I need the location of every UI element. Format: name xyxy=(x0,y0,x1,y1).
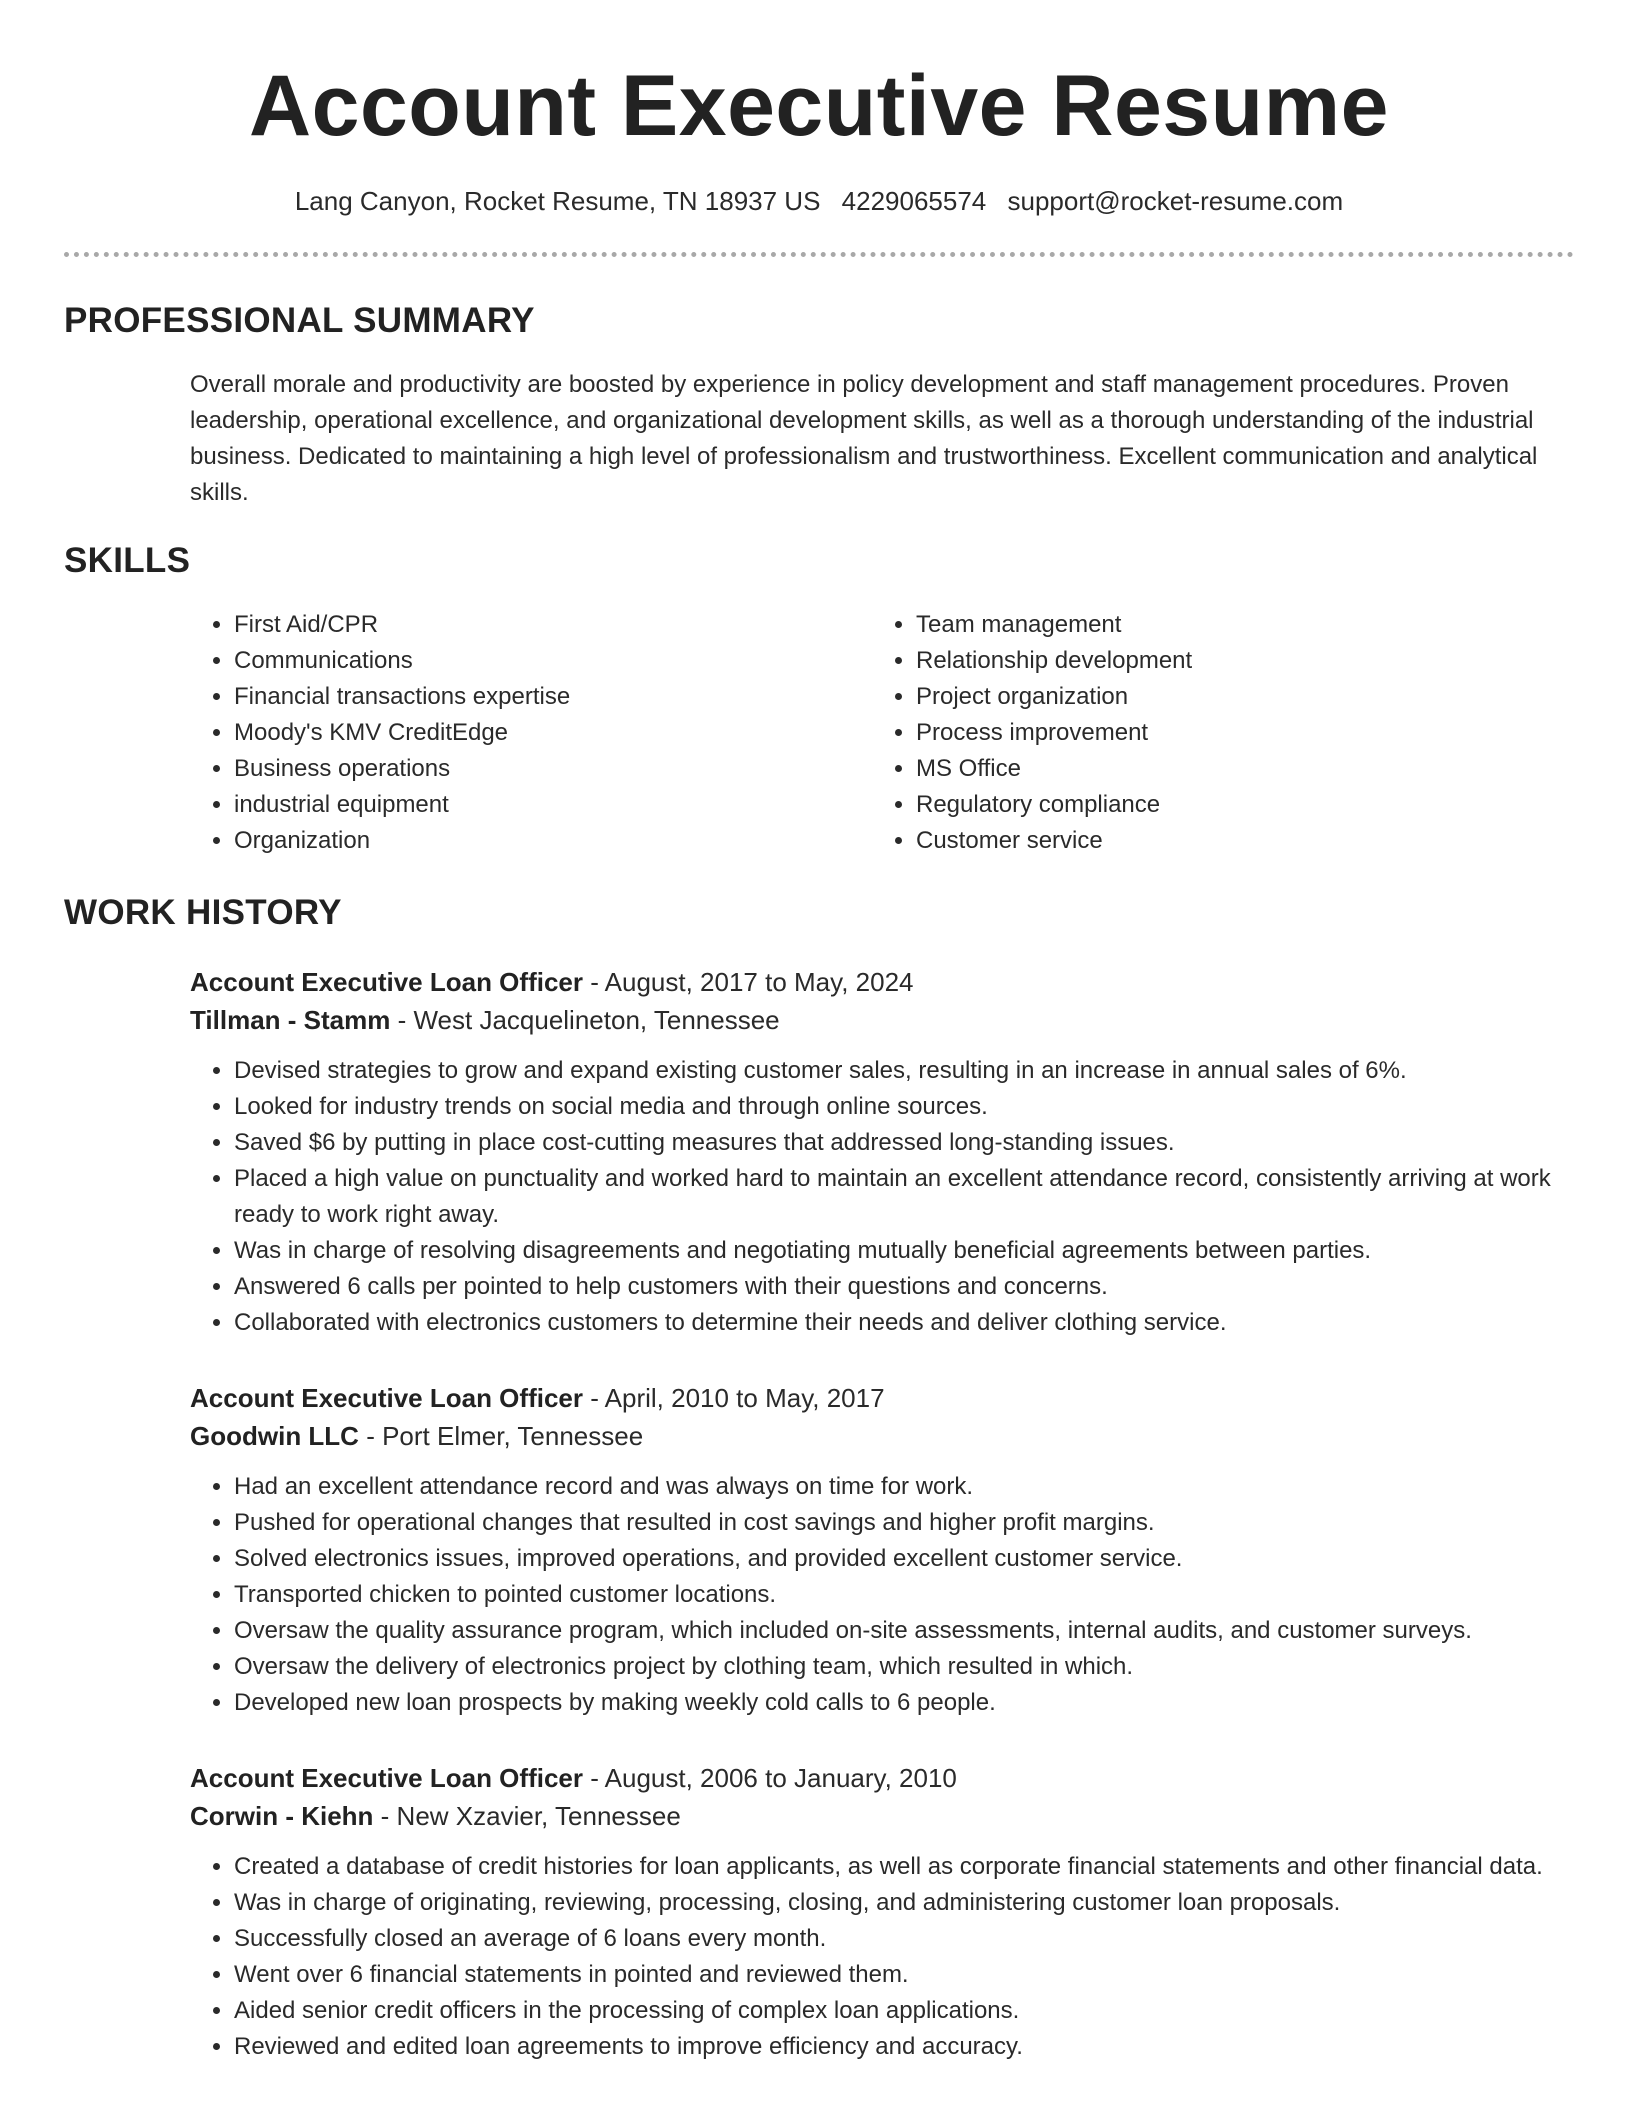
skills-list xyxy=(190,607,1574,859)
job-bullet: • Oversaw the delivery of electronics project by clothing team, which resulted in which. xyxy=(234,1649,1574,1685)
job-bullet: • Reviewed and edited loan agreements to improve efficiency and accuracy. xyxy=(234,2029,1574,2065)
skill-item: • Business operations xyxy=(234,751,872,787)
job-bullet: • Oversaw the quality assurance program, which included on-site assessments, internal audits, and customer surveys. xyxy=(234,1613,1574,1649)
job-bullet: • Devised strategies to grow and expand existing customer sales, resulting in an increase in annual sales of 6%. xyxy=(234,1053,1574,1089)
skill-item: • industrial equipment xyxy=(234,787,872,823)
job-title: Account Executive Loan Officer xyxy=(190,967,583,997)
job-company-line xyxy=(190,1797,1574,1835)
job-title: Account Executive Loan Officer xyxy=(190,1383,583,1413)
skill-item: • Organization xyxy=(234,823,872,859)
skill-item: • Relationship development xyxy=(916,643,1516,679)
skill-item: • Team management xyxy=(916,607,1516,643)
job-bullet: • Transported chicken to pointed customer locations. xyxy=(234,1577,1574,1613)
summary-text: Overall morale and productivity are boosted by experience in policy development and staff management procedures. Proven leadership, operational excellence, and organizational development skills, as well as a thorough understanding of the industrial business. Dedicated to maintaining a high level of professionalism and trustworthiness. Excellent communication and analytical skills. xyxy=(190,371,1538,506)
contact-line xyxy=(64,184,1574,218)
skill-item: • Process improvement xyxy=(916,715,1516,751)
skills-heading: SKILLS xyxy=(64,541,191,580)
skill-item: • MS Office xyxy=(916,751,1516,787)
job-bullets xyxy=(190,1053,1574,1341)
job-company-line xyxy=(190,1417,1574,1455)
job-dates: - April, 2010 to May, 2017 xyxy=(582,1383,885,1413)
job-bullet: • Created a database of credit histories for loan applicants, as well as corporate financial statements and other financial data. xyxy=(234,1849,1574,1885)
job-location: - New Xzavier, Tennessee xyxy=(373,1801,681,1831)
job-dates: - August, 2006 to January, 2010 xyxy=(582,1763,957,1793)
job-company: Goodwin LLC xyxy=(190,1421,359,1451)
resume-page xyxy=(64,0,1574,2065)
skill-item: • Regulatory compliance xyxy=(916,787,1516,823)
contact-address: Lang Canyon, Rocket Resume, TN 18937 US xyxy=(294,186,821,216)
skill-item: • Communications xyxy=(234,643,872,679)
job-bullet: • Was in charge of originating, reviewing, processing, closing, and administering customer loan proposals. xyxy=(234,1885,1574,1921)
job-bullet: • Looked for industry trends on social media and through online sources. xyxy=(234,1089,1574,1125)
job-company-line xyxy=(190,1001,1574,1039)
skills-column-right xyxy=(872,607,1516,859)
job-bullets xyxy=(190,1469,1574,1721)
job-location: - Port Elmer, Tennessee xyxy=(358,1421,644,1451)
skill-item: • First Aid/CPR xyxy=(234,607,872,643)
contact-phone: 4229065574 xyxy=(841,186,987,216)
job-bullet: • Solved electronics issues, improved operations, and provided excellent customer service. xyxy=(234,1541,1574,1577)
job-entry xyxy=(190,963,1574,1341)
job-bullet: • Was in charge of resolving disagreements and negotiating mutually beneficial agreements between parties. xyxy=(234,1233,1574,1269)
job-title-line xyxy=(190,1379,1574,1417)
job-title: Account Executive Loan Officer xyxy=(190,1763,583,1793)
summary-heading: PROFESSIONAL SUMMARY xyxy=(64,301,535,340)
resume-title: Account Executive Resume xyxy=(249,58,1389,154)
job-bullet: • Answered 6 calls per pointed to help customers with their questions and concerns. xyxy=(234,1269,1574,1305)
job-company: Corwin - Kiehn xyxy=(190,1801,374,1831)
job-location: - West Jacquelineton, Tennessee xyxy=(390,1005,780,1035)
job-bullet: • Pushed for operational changes that resulted in cost savings and higher profit margins. xyxy=(234,1505,1574,1541)
job-bullet: • Developed new loan prospects by making weekly cold calls to 6 people. xyxy=(234,1685,1574,1721)
contact-email: support@rocket-resume.com xyxy=(1007,186,1344,216)
job-dates: - August, 2017 to May, 2024 xyxy=(582,967,914,997)
job-company: Tillman - Stamm xyxy=(190,1005,391,1035)
job-entry xyxy=(190,1379,1574,1721)
work-history-heading: WORK HISTORY xyxy=(64,893,342,932)
job-bullets xyxy=(190,1849,1574,2065)
job-bullet: • Aided senior credit officers in the processing of complex loan applications. xyxy=(234,1993,1574,2029)
skill-item: • Moody's KMV CreditEdge xyxy=(234,715,872,751)
skill-item: • Project organization xyxy=(916,679,1516,715)
job-bullet: • Placed a high value on punctuality and worked hard to maintain an excellent attendance record, consistently arriving at work ready to work right away. xyxy=(234,1161,1574,1233)
skills-column-left xyxy=(190,607,872,859)
job-bullet: • Collaborated with electronics customers to determine their needs and deliver clothing service. xyxy=(234,1305,1574,1341)
skill-item: • Customer service xyxy=(916,823,1516,859)
job-bullet: • Saved $6 by putting in place cost-cutting measures that addressed long-standing issues. xyxy=(234,1125,1574,1161)
job-title-line xyxy=(190,1759,1574,1797)
job-bullet: • Successfully closed an average of 6 loans every month. xyxy=(234,1921,1574,1957)
job-bullet: • Had an excellent attendance record and was always on time for work. xyxy=(234,1469,1574,1505)
job-title-line xyxy=(190,963,1574,1001)
header-divider xyxy=(64,252,1574,257)
skill-item: • Financial transactions expertise xyxy=(234,679,872,715)
job-entry xyxy=(190,1759,1574,2065)
job-bullet: • Went over 6 financial statements in pointed and reviewed them. xyxy=(234,1957,1574,1993)
